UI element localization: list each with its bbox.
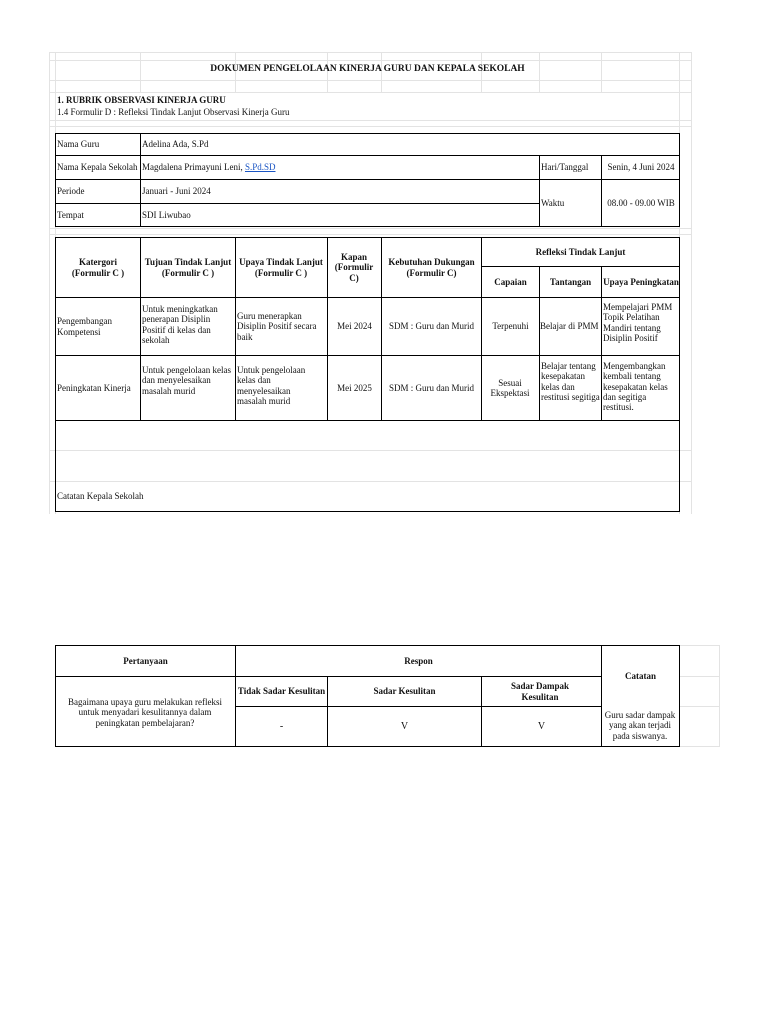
header-kapan: Kapan (Formulir C)	[334, 251, 374, 283]
row1-kebutuhan: SDM : Guru dan Murid	[389, 321, 474, 332]
value-tidak-sadar: -	[279, 720, 284, 732]
waktu-value: 08.00 - 09.00 WIB	[607, 197, 675, 208]
row1-tujuan: Untuk meningkatkan penerapan Disiplin Positif di kelas dan sekolah	[142, 304, 218, 346]
header-catatan: Catatan	[625, 670, 656, 681]
row1-kapan: Mei 2024	[337, 321, 372, 332]
response-note: Guru sadar dampak yang akan terjadi pada siswanya.	[604, 710, 676, 741]
header-peningkatan: Upaya Peningkatan	[603, 276, 679, 287]
header-tujuan: Tujuan Tindak Lanjut (Formulir C )	[144, 257, 232, 278]
header-pertanyaan: Pertanyaan	[123, 655, 168, 666]
header-tidak-sadar: Tidak Sadar Kesulitan	[237, 686, 326, 697]
row2-capaian: Sesuai Ekspektasi	[490, 377, 530, 398]
kepsek-value-row	[142, 156, 532, 179]
periode-label: Periode	[57, 186, 85, 197]
header-refleksi: Refleksi Tindak Lanjut	[535, 246, 626, 257]
header-kebutuhan: Kebutuhan Dukungan (Formulir C)	[388, 257, 475, 278]
guru-value: Adelina Ada, S.Pd	[142, 139, 209, 150]
row1-upaya: Guru menerapkan Disiplin Positif secara baik	[237, 310, 317, 342]
subsection-heading: 1.4 Formulir D : Refleksi Tindak Lanjut Observasi Kinerja Guru	[57, 107, 290, 117]
row1-peningkatan: Mempelajari PMM Topik Pelatihan Mandiri tentang Disiplin Positif	[603, 302, 673, 344]
guru-label: Nama Guru	[57, 139, 100, 150]
header-respon: Respon	[404, 655, 433, 666]
row2-kapan: Mei 2025	[337, 382, 372, 393]
kepsek-degree-link[interactable]: S.Pd.SD	[244, 162, 276, 173]
row2-kebutuhan: SDM : Guru dan Murid	[389, 382, 474, 393]
document-title: DOKUMEN PENGELOLAAN KINERJA GURU DAN KEPALA SEKOLAH	[210, 64, 525, 74]
header-sadar-dampak: Sadar Dampak Kesulitan	[510, 681, 570, 702]
question-text: Bagaimana upaya guru melakukan refleksi untuk menyadari kesulitannya dalam peningkatan pembelajaran?	[68, 697, 222, 728]
kepsek-value: Magdalena Primayuni Leni,	[142, 162, 243, 173]
kepsek-label: Nama Kepala Sekolah	[57, 162, 138, 173]
row1-kategori: Pengembangan Kompetensi	[57, 316, 112, 337]
section-heading: 1. RUBRIK OBSERVASI KINERJA GURU	[57, 95, 226, 105]
waktu-label: Waktu	[541, 197, 565, 208]
row2-peningkatan: Mengembangkan kembali tentang kesepakatan kelas dan segitiga restitusi.	[603, 361, 668, 413]
header-kategori: Katergori (Formulir C )	[71, 257, 125, 278]
row2-upaya: Untuk pengelolaan kelas dan menyelesaikan masalah murid	[237, 365, 306, 407]
row2-kategori: Peningkatan Kinerja	[57, 382, 131, 393]
hari-value: Senin, 4 Juni 2024	[607, 162, 675, 173]
header-sadar: Sadar Kesulitan	[373, 686, 436, 697]
value-sadar-dampak: V	[537, 720, 546, 732]
header-tantangan: Tantangan	[549, 276, 592, 287]
row1-tantangan: Belajar di PMM	[540, 321, 599, 332]
hari-label: Hari/Tanggal	[541, 162, 589, 173]
row2-tantangan: Belajar tentang kesepakatan kelas dan restitusi segitiga	[541, 361, 600, 403]
tempat-value: SDI Liwubao	[142, 209, 191, 220]
value-sadar: V	[400, 720, 409, 732]
row2-tujuan: Untuk pengelolaan kelas dan menyelesaikan masalah murid	[142, 365, 231, 396]
header-capaian: Capaian	[494, 276, 527, 287]
row1-capaian: Terpenuhi	[492, 321, 529, 332]
tempat-label: Tempat	[57, 209, 84, 220]
catatan-kepala-sekolah-label: Catatan Kepala Sekolah	[57, 491, 144, 501]
periode-value: Januari - Juni 2024	[142, 186, 211, 197]
header-upaya: Upaya Tindak Lanjut (Formulir C )	[239, 257, 323, 278]
